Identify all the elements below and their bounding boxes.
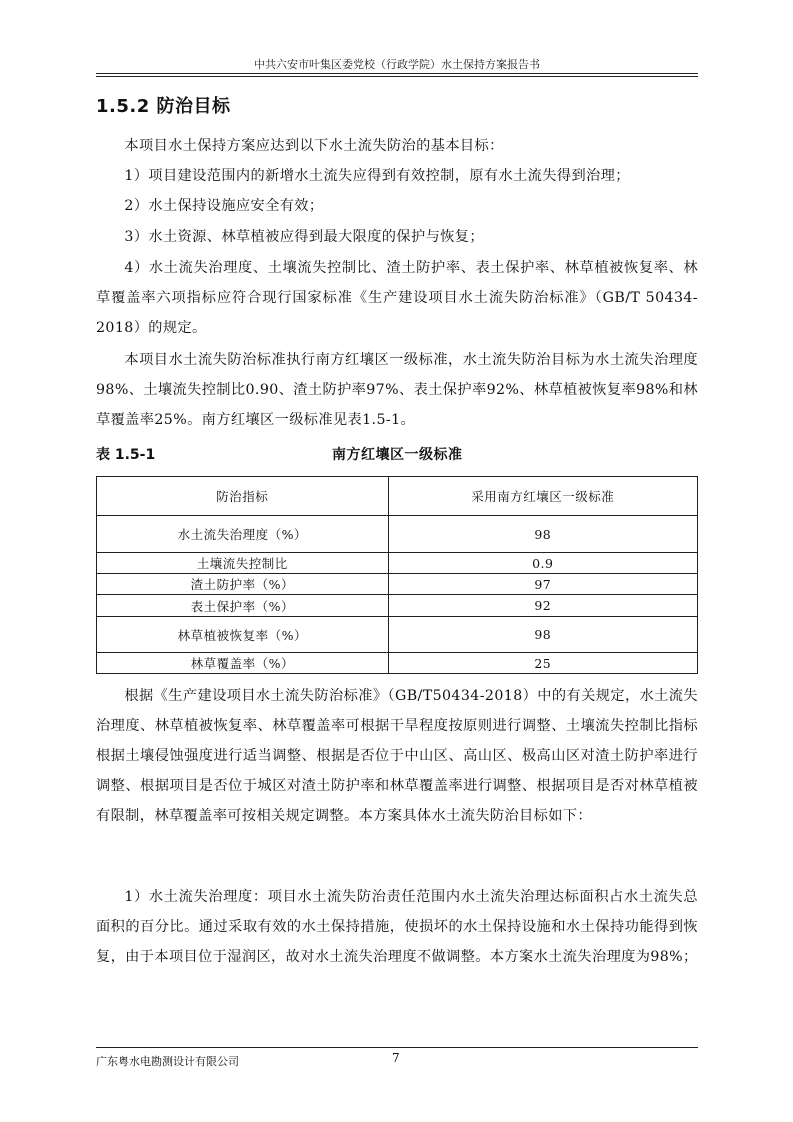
table-cell-indicator: 渣土防护率（%） [97,574,389,595]
table-number: 表 1.5-1 [96,447,156,463]
footer-company: 广东粤水电勘测设计有限公司 [96,1055,239,1068]
table-cell-value: 97 [388,574,697,595]
paragraph-item-4: 4）水土流失治理度、土壤流失控制比、渣土防护率、表土保护率、林草植被恢复率、林草覆盖率六项指标应符合现行国家标准《生产建设项目水土流失防治标准》（GB/T 50434-2018）的规定。 [96,260,698,336]
section-heading: 1.5.2 防治目标 [96,96,231,117]
header-rule-thin [96,76,698,77]
table-row [97,595,698,617]
table-row [97,617,698,653]
paragraph-item-3: 3）水土资源、林草植被应得到最大限度的保护与恢复； [124,229,484,245]
table-cell-value: 0.9 [388,553,697,574]
header-rule [96,73,698,74]
standards-table [96,476,698,674]
table-row [97,553,698,574]
table-cell-value: 98 [388,516,697,553]
table-header-indicator: 防治指标 [97,477,389,516]
table-cell-indicator: 表土保护率（%） [97,595,389,617]
table-row [97,516,698,553]
table-header-row [97,477,698,516]
table-cell-indicator: 水土流失治理度（%） [97,516,389,553]
table-header-standard: 采用南方红壤区一级标准 [388,477,697,516]
table-cell-value: 98 [388,617,697,653]
table-cell-value: 92 [388,595,697,617]
footer-rule [96,1047,698,1048]
table-caption [96,442,698,464]
table-row [97,574,698,595]
table-cell-value: 25 [388,653,697,674]
paragraph-item-1: 1）项目建设范围内的新增水土流失应得到有效控制，原有水土流失得到治理； [124,168,630,184]
paragraph-standard: 本项目水土流失防治标准执行南方红壤区一级标准，水土流失防治目标为水土流失治理度98%、土壤流失控制比0.90、渣土防护率97%、表土保护率92%、林草植被恢复率98%和林草覆盖率25%。南方红壤区一级标准见表1.5-1。 [96,352,698,428]
paragraph-item-2: 2）水土保持设施应安全有效； [124,198,324,214]
paragraph-intro: 本项目水土保持方案应达到以下水土流失防治的基本目标： [124,138,504,154]
page-header: 中共六安市叶集区委党校（行政学院）水土保持方案报告书 [254,58,540,71]
table-cell-indicator: 土壤流失控制比 [97,553,389,574]
table-row [97,653,698,674]
paragraph-basis: 根据《生产建设项目水土流失防治标准》（GB/T50434-2018）中的有关规定，水土流失治理度、林草植被恢复率、林草覆盖率可根据干旱程度按原则进行调整、土壤流失控制比指标根据土壤侵蚀强度进行适当调整、根据是否位于中山区、高山区、极高山区对渣土防护率进行调整、根据项目是否位于城区对渣土防护率和林草覆盖率进行调整、根据项目是否对林草植被有限制，林草覆盖率可按相关规定调整。本方案具体水土流失防治目标如下： [96,688,698,824]
table-title: 南方红壤区一级标准 [332,447,463,463]
table-cell-indicator: 林草植被恢复率（%） [97,617,389,653]
page-number: 7 [392,1051,400,1065]
table-cell-indicator: 林草覆盖率（%） [97,653,389,674]
paragraph-target-1: 1）水土流失治理度：项目水土流失防治责任范围内水土流失治理达标面积占水土流失总面积的百分比。通过采取有效的水土保持措施，使损坏的水土保持设施和水土保持功能得到恢复，由于本项目位于湿润区，故对水土流失治理度不做调整。本方案水土流失治理度为98%； [96,889,698,965]
